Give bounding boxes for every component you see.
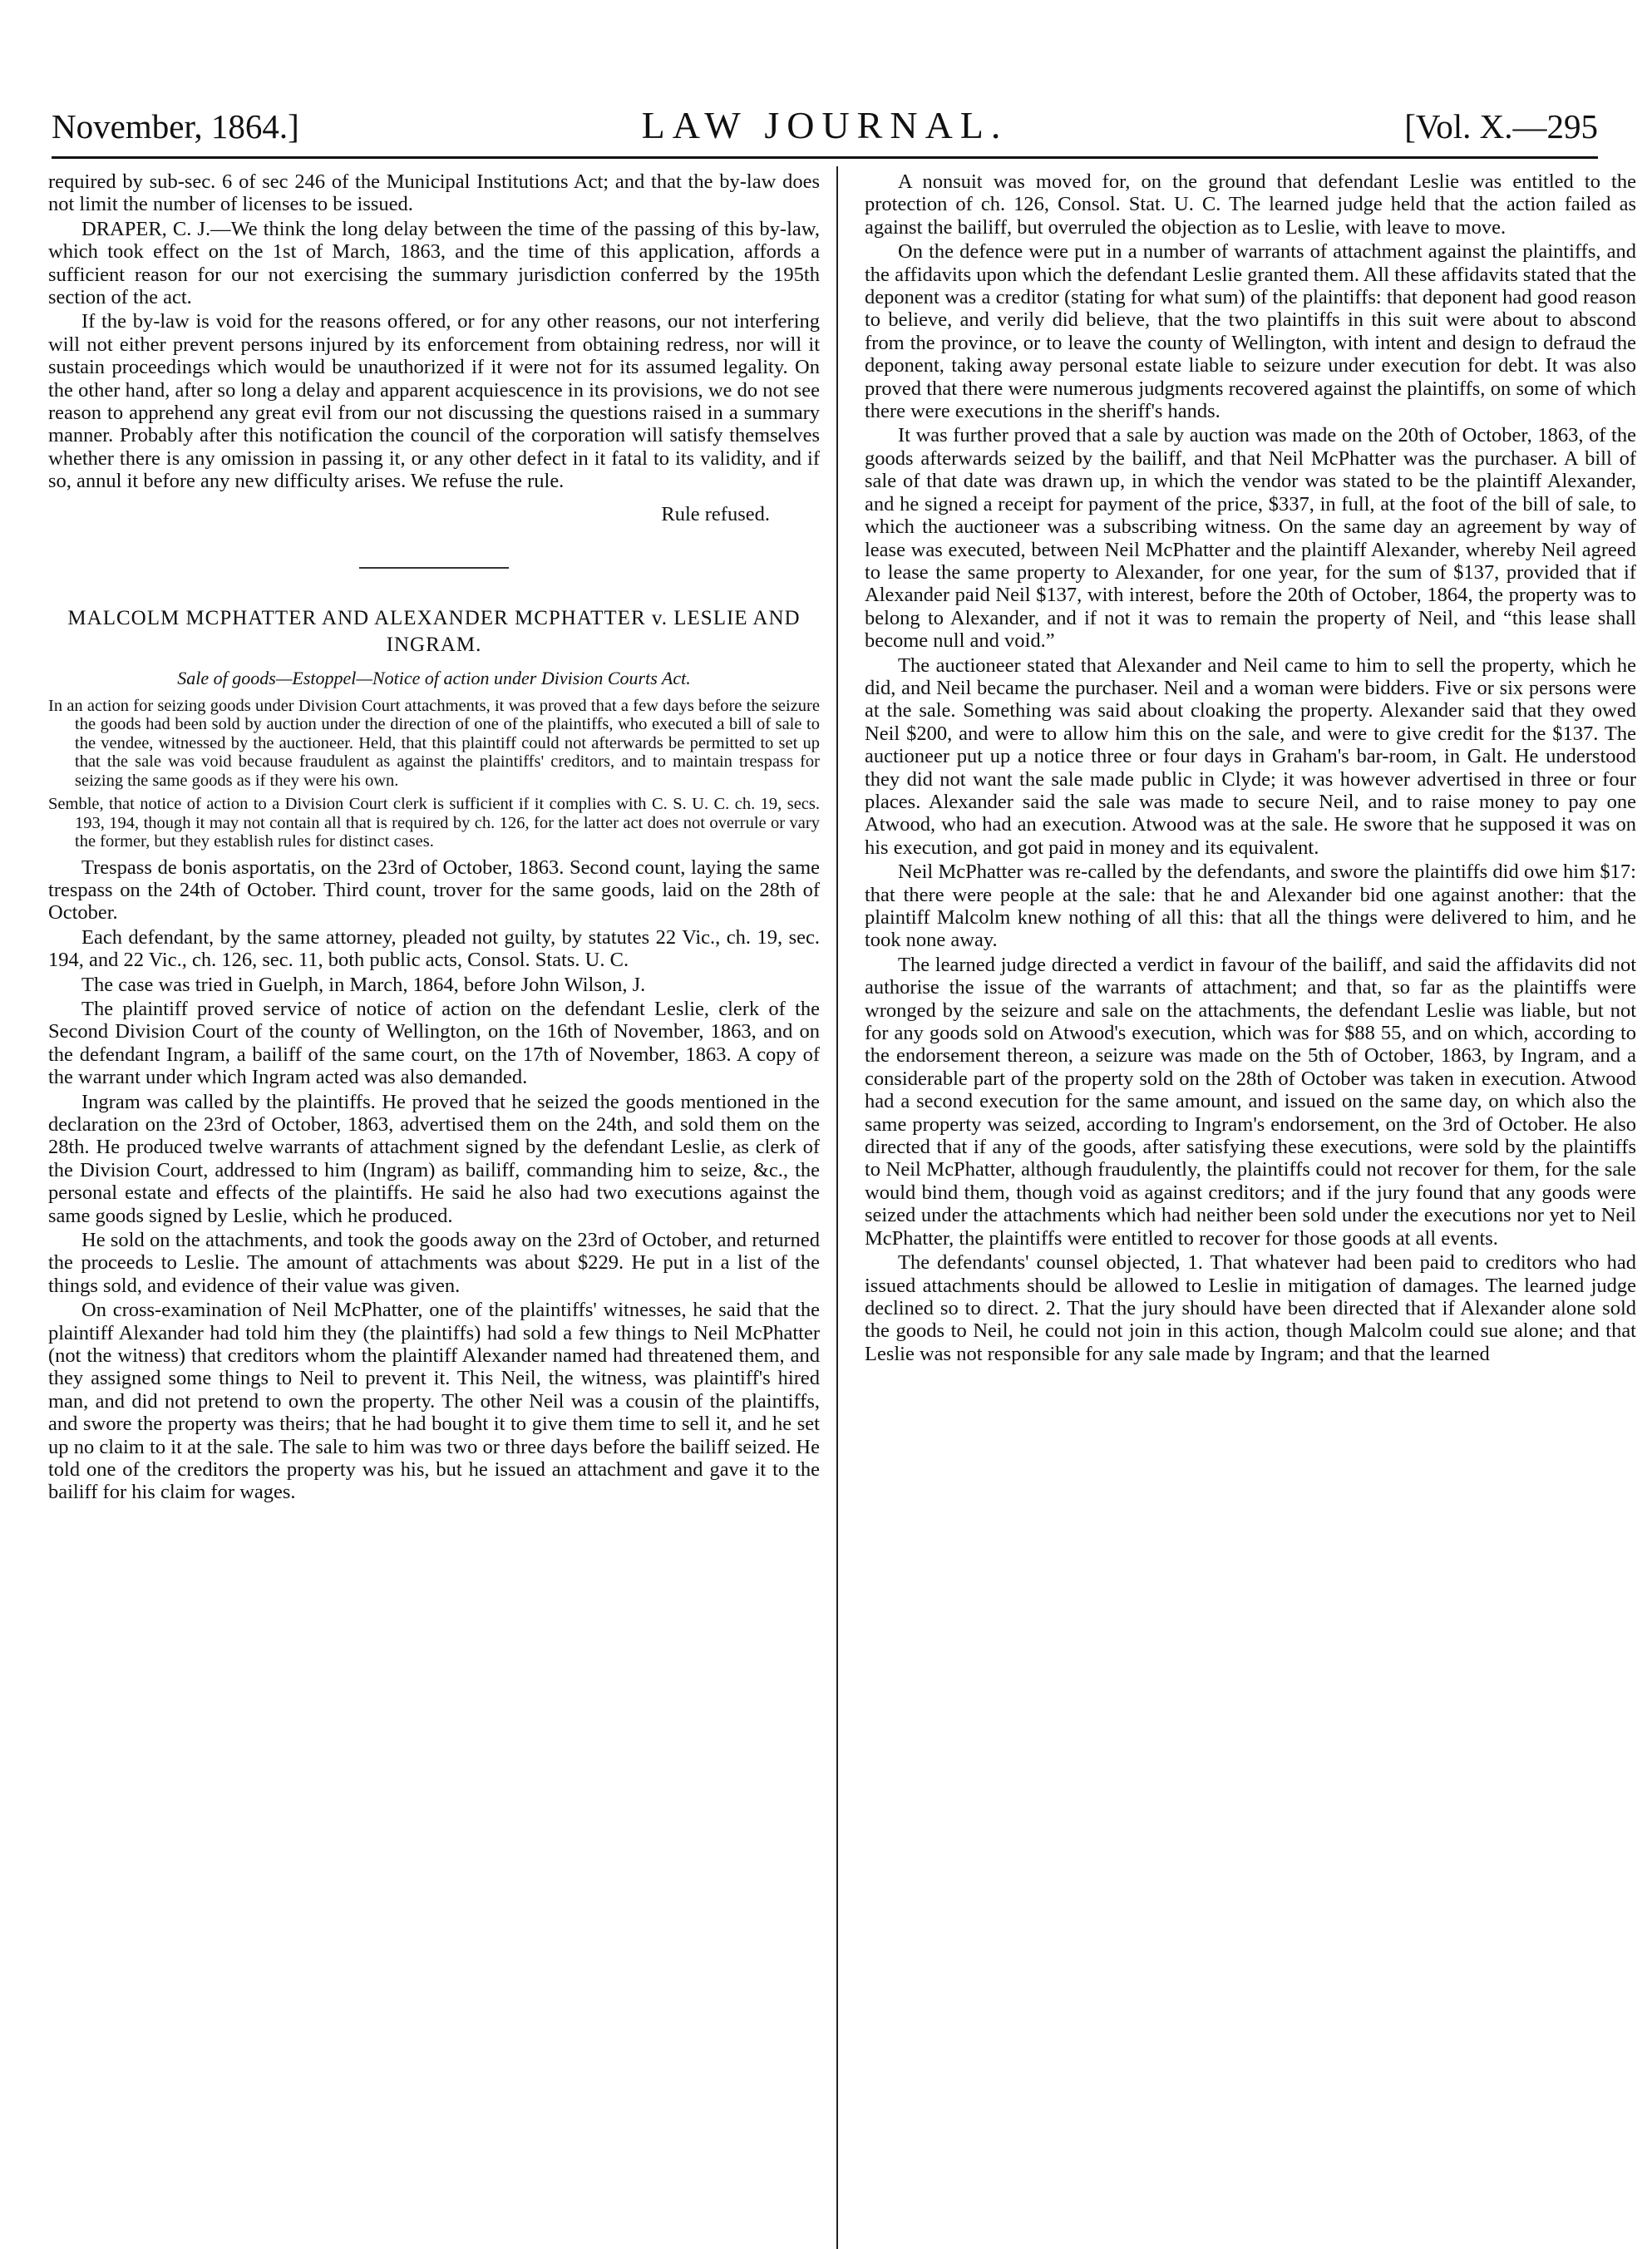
case-title: MALCOLM MCPHATTER AND ALEXANDER MCPHATTER v. LESLIE AND INGRAM. xyxy=(67,607,801,657)
paragraph: required by sub-sec. 6 of sec 246 of the Municipal Institutions Act; and that the by-law does not limit the number of licenses to be issued. xyxy=(48,170,820,216)
running-header xyxy=(52,98,1598,156)
paragraph: On cross-examination of Neil McPhatter, one of the plaintiffs' witnesses, he said that the plaintiff Alexander had told him they (the plaintiffs) had sold a few things to Neil McPhatter (not the witness) that creditors whom the plaintiff Alexander named had threatened them, and they assigned some things to Neil to prevent it. This Neil, the witness, was plaintiff's hired man, and did not pretend to own the property. The other Neil was a cousin of the plaintiffs, and swore the property was theirs; that he had bought it to give them time to sell it, and he set up no claim to it at the sale. The sale to him was two or three days before the bailiff seized. He told one of the creditors the property was his, but he issued an attachment and gave it to the bailiff for his claim for wages. xyxy=(48,1299,820,1504)
paragraph: He sold on the attachments, and took the goods away on the 23rd of October, and returned the proceeds to Leslie. The amount of attachments was about $229. He put in a list of the things sold, and evidence of their value was given. xyxy=(48,1229,820,1297)
paragraph: The learned judge directed a verdict in favour of the bailiff, and said the affidavits did not authorise the issue of the warrants of attachment; and that, so far as the plaintiffs were wronged by the seizure and sale on the attachments, the defendant Leslie was liable, but not for any goods sold on Atwood's execution, which was for $88 55, and on which, according to the endorsement thereon, a seizure was made on the 5th of October, 1863, by Ingram, and a considerable part of the property sold on the 28th of October was taken in execution. Atwood had a second execution for the same amount, and issued on the same day, on which also the same property was seized, according to Ingram's endorsement, on the 3rd of October. He also directed that if any of the goods, after satisfying these executions, were sold by the plaintiffs to Neil McPhatter, although fraudulently, the plaintiffs could not recover for them, for the sale would bind them, though void as against creditors; and if the jury found that any goods were seized under the attachments which had neither been sold under the executions nor yet to Neil McPhatter, the plaintiffs were entitled to recover for those goods at all events. xyxy=(865,953,1636,1250)
paragraph: Ingram was called by the plaintiffs. He proved that he seized the goods mentioned in the declaration on the 23rd of October, 1863, advertised them on the 24th, and sold them on the 28th. He produced twelve warrants of attachment signed by the defendant Leslie, as clerk of the Division Court, addressed to him (Ingram) as bailiff, commanding him to seize, &c., the personal estate and effects of the plaintiffs. He said he also had two executions against the same goods signed by Leslie, which he produced. xyxy=(48,1090,820,1227)
paragraph: It was further proved that a sale by auction was made on the 20th of October, 1863, of the goods afterwards seized by the bailiff, and that Neil McPhatter was the purchaser. A bill of sale of that date was drawn up, in which the vendor was stated to be the plaintiff Alexander, and he signed a receipt for payment of the price, $337, in full, at the foot of the bill of sale, to which the auctioneer was a subscribing witness. On the same day an agreement by way of lease was executed, between Neil McPhatter and the plaintiff Alexander, whereby Neil agreed to lease the same property to Alexander, for one year, for the sum of $137, provided that if Alexander paid Neil $137, with interest, before the 20th of October, 1864, the property was to belong to Alexander, and if not it was to remain the property of Neil, and “this lease shall become null and void.” xyxy=(865,424,1636,653)
header-rule xyxy=(52,156,1598,159)
paragraph: DRAPER, C. J.—We think the long delay between the time of the passing of this by-law, which took effect on the 1st of March, 1863, and the time of this application, affords a sufficient reason for our not exercising the summary jurisdiction conferred by the 195th section of the act. xyxy=(48,217,820,309)
paragraph: Each defendant, by the same attorney, pleaded not guilty, by statutes 22 Vic., ch. 19, sec. 194, and 22 Vic., ch. 126, sec. 11, both public acts, Consol. Stats. U. C. xyxy=(48,925,820,972)
paragraph: A nonsuit was moved for, on the ground that defendant Leslie was entitled to the protection of ch. 126, Consol. Stat. U. C. The learned judge held that the action failed as against the bailiff, but overruled the objection as to Leslie, with leave to move. xyxy=(865,170,1636,239)
paragraph: The defendants' counsel objected, 1. That whatever had been paid to creditors who had issued attachments should be allowed to Leslie in mitigation of damages. The learned judge declined so to direct. 2. That the jury should have been directed that if Alexander alone sold the goods to Neil, he could not join in this action, though Malcolm could sue alone; and that Leslie was not responsible for any sale made by Ingram; and that the learned xyxy=(865,1251,1636,1365)
paragraph: The plaintiff proved service of notice of action on the defendant Leslie, clerk of the Second Division Court of the county of Wellington, on the 16th of November, 1863, and on the defendant Ingram, a bailiff of the same court, on the 17th of November, 1863. A copy of the warrant under which Ingram acted was also demanded. xyxy=(48,997,820,1089)
right-column xyxy=(865,170,1636,1367)
headnote-text: In an action for seizing goods under Division Court attachments, it was proved that a few days before the seizure the goods had been sold by auction under the direction of one of the plaintiffs, who executed a bill of sale to the vendee, witnessed by the auctioneer. Held, that this plaintiff could not afterwards be permitted to set up that the sale was void because fraudulent as against the plaintiffs' creditors, and to maintain trespass for seizing the same goods as if they were his own. xyxy=(48,696,820,790)
case-subheading: Sale of goods—Estoppel—Notice of action under Division Courts Act. xyxy=(177,668,691,689)
paragraph: On the defence were put in a number of warrants of attachment against the plaintiffs, and the affidavits upon which the defendant Leslie granted them. All these affidavits stated that the deponent was a creditor (stating for what sum) of the plaintiffs: that deponent had good reason to believe, and verily did believe, that the two plaintiffs in this suit were about to abscond from the province, or to leave the county of Wellington, with intent and design to defraud the deponent, taking away personal estate liable to seizure under execution for debt. It was also proved that there were numerous judgments recovered against the plaintiffs, on some of which there were executions in the sheriff's hands. xyxy=(865,240,1636,423)
headnote xyxy=(48,795,820,851)
volume-page: [Vol. X.—295 xyxy=(1404,107,1598,145)
journal-title: LAW JOURNAL. xyxy=(641,104,1008,146)
left-column xyxy=(48,170,820,1506)
section-separator xyxy=(359,567,509,569)
paragraph: The auctioneer stated that Alexander and Neil came to him to sell the property, which he did, and Neil became the purchaser. Neil and a woman were bidders. Five or six persons were at the sale. Something was said about cloaking the property. Alexander said that they owed Neil $200, and were to allow him this on the sale, and were to give credit for the $137. The auctioneer put up a notice three or four days in Graham's bar-room, in Galt. He understood they did not want the sale made public in Clyde; it was however advertised in three or four places. Alexander said the sale was made to secure Neil, and to raise money to pay one Atwood, who had an execution. Atwood was at the sale. He swore that he supposed it was on his execution, and got paid in money and its equivalent. xyxy=(865,653,1636,859)
headnote xyxy=(48,697,820,791)
headnote-text: Semble, that notice of action to a Division Court clerk is sufficient if it complies with C. S. U. C. ch. 19, secs. 193, 194, though it may not contain all that is required by ch. 126, for the latter act does not overrule or vary the former, but they establish rules for distinct cases. xyxy=(48,795,820,851)
paragraph: The case was tried in Guelph, in March, 1864, before John Wilson, J. xyxy=(81,973,646,996)
column-divider xyxy=(836,166,838,2249)
paragraph: If the by-law is void for the reasons offered, or for any other reasons, our not interfering will not either prevent persons injured by its enforcement from obtaining redress, nor will it sustain proceedings which would be unauthorized if it were not for its assumed legality. On the other hand, after so long a delay and apparent acquiescence in its provisions, we do not see reason to apprehend any great evil from our not discussing the questions raised in a summary manner. Probably after this notification the council of the corporation will satisfy themselves whether there is any omission in passing it, or any other defect in it fatal to its validity, and if so, annul it before any new difficulty arises. We refuse the rule. xyxy=(48,310,820,493)
header-date: November, 1864.] xyxy=(52,107,299,145)
rule-refused: Rule refused. xyxy=(661,502,770,525)
paragraph: Trespass de bonis asportatis, on the 23rd of October, 1863. Second count, laying the same trespass on the 24th of October. Third count, trover for the same goods, laid on the 28th of October. xyxy=(48,856,820,925)
paragraph: Neil McPhatter was re-called by the defendants, and swore the plaintiffs did owe him $17: that there were people at the sale: that he and Alexander bid one against another: that the plaintiff Malcolm knew nothing of all this: that all the things were delivered to him, and he took none away. xyxy=(865,861,1636,952)
